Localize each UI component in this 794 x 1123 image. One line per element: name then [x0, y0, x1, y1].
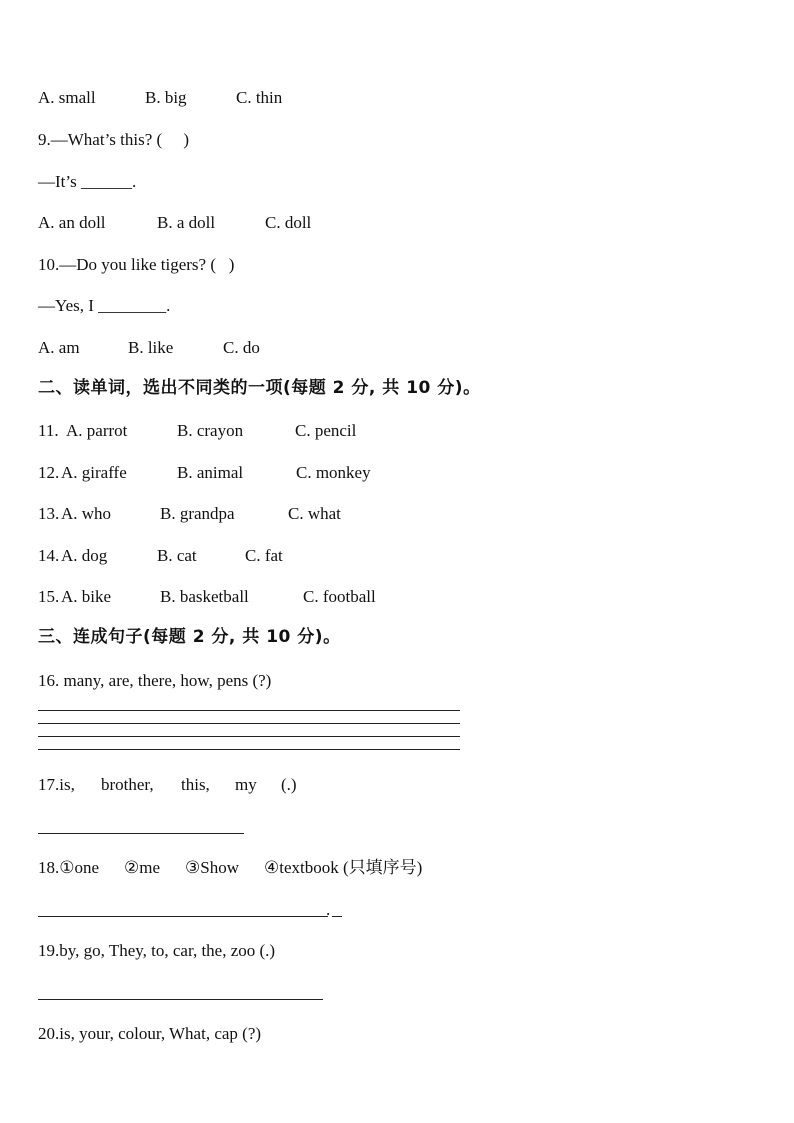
q11-number: 11. [38, 421, 59, 440]
q10-option-a: A. am [38, 338, 80, 357]
section-3-title: 三、连成句子(每题 2 分, 共 10 分)。 [38, 627, 341, 647]
q8-option-b: B. big [145, 88, 187, 107]
q19-prompt: 19.by, go, They, to, car, the, zoo (.) [38, 941, 276, 960]
q15-number: 15. [38, 587, 60, 606]
q18-number: 18.①one [38, 858, 100, 877]
q11-option-c: C. pencil [295, 421, 357, 440]
q9-option-b: B. a doll [157, 213, 216, 232]
q9-answer: —It’s ______. [38, 172, 137, 191]
answer-line [332, 916, 342, 917]
q18-word: ②me [124, 858, 161, 877]
q12-option-c: C. monkey [296, 463, 371, 482]
q13-option-c: C. what [288, 504, 341, 523]
q17-word: my [235, 775, 257, 794]
q14-number: 14. [38, 546, 60, 565]
q12-option-b: B. animal [177, 463, 244, 482]
q9-option-a: A. an doll [38, 213, 106, 232]
q9-question: 9.—What’s this? ( ) [38, 130, 190, 149]
q8-option-a: A. small [38, 88, 96, 107]
q10-option-c: C. do [223, 338, 260, 357]
q17-number: 17.is, [38, 775, 75, 794]
answer-line [38, 916, 328, 917]
section-2-title: 二、读单词，选出不同类的一项(每题 2 分, 共 10 分)。 [38, 378, 481, 398]
q13-option-a: A. who [61, 504, 112, 523]
q17-punct: (.) [281, 775, 297, 794]
q12-number: 12. [38, 463, 60, 482]
q15-option-b: B. basketball [160, 587, 249, 606]
q17-word: brother, [101, 775, 154, 794]
q13-number: 13. [38, 504, 60, 523]
answer-line [38, 710, 460, 711]
answer-line [38, 999, 323, 1000]
q10-question: 10.—Do you like tigers? ( ) [38, 255, 235, 274]
q18-word: ④textbook (只填序号) [264, 858, 423, 877]
q14-option-b: B. cat [157, 546, 197, 565]
q9-option-c: C. doll [265, 213, 312, 232]
q14-option-a: A. dog [61, 546, 108, 565]
q11-option-a: A. parrot [66, 421, 128, 440]
q10-option-b: B. like [128, 338, 174, 357]
q15-option-a: A. bike [61, 587, 112, 606]
q20-prompt: 20.is, your, colour, What, cap (?) [38, 1024, 262, 1043]
q15-option-c: C. football [303, 587, 376, 606]
q12-option-a: A. giraffe [61, 463, 127, 482]
q13-option-b: B. grandpa [160, 504, 235, 523]
q10-answer: —Yes, I ________. [38, 296, 171, 315]
q17-word: this, [181, 775, 210, 794]
q8-option-c: C. thin [236, 88, 283, 107]
answer-line [38, 749, 460, 750]
q14-option-c: C. fat [245, 546, 283, 565]
q18-period: . [326, 900, 331, 919]
q11-option-b: B. crayon [177, 421, 244, 440]
answer-line [38, 736, 460, 737]
q16-prompt: 16. many, are, there, how, pens (?) [38, 671, 272, 690]
answer-line [38, 833, 244, 834]
answer-line [38, 723, 460, 724]
q18-word: ③Show [185, 858, 239, 877]
